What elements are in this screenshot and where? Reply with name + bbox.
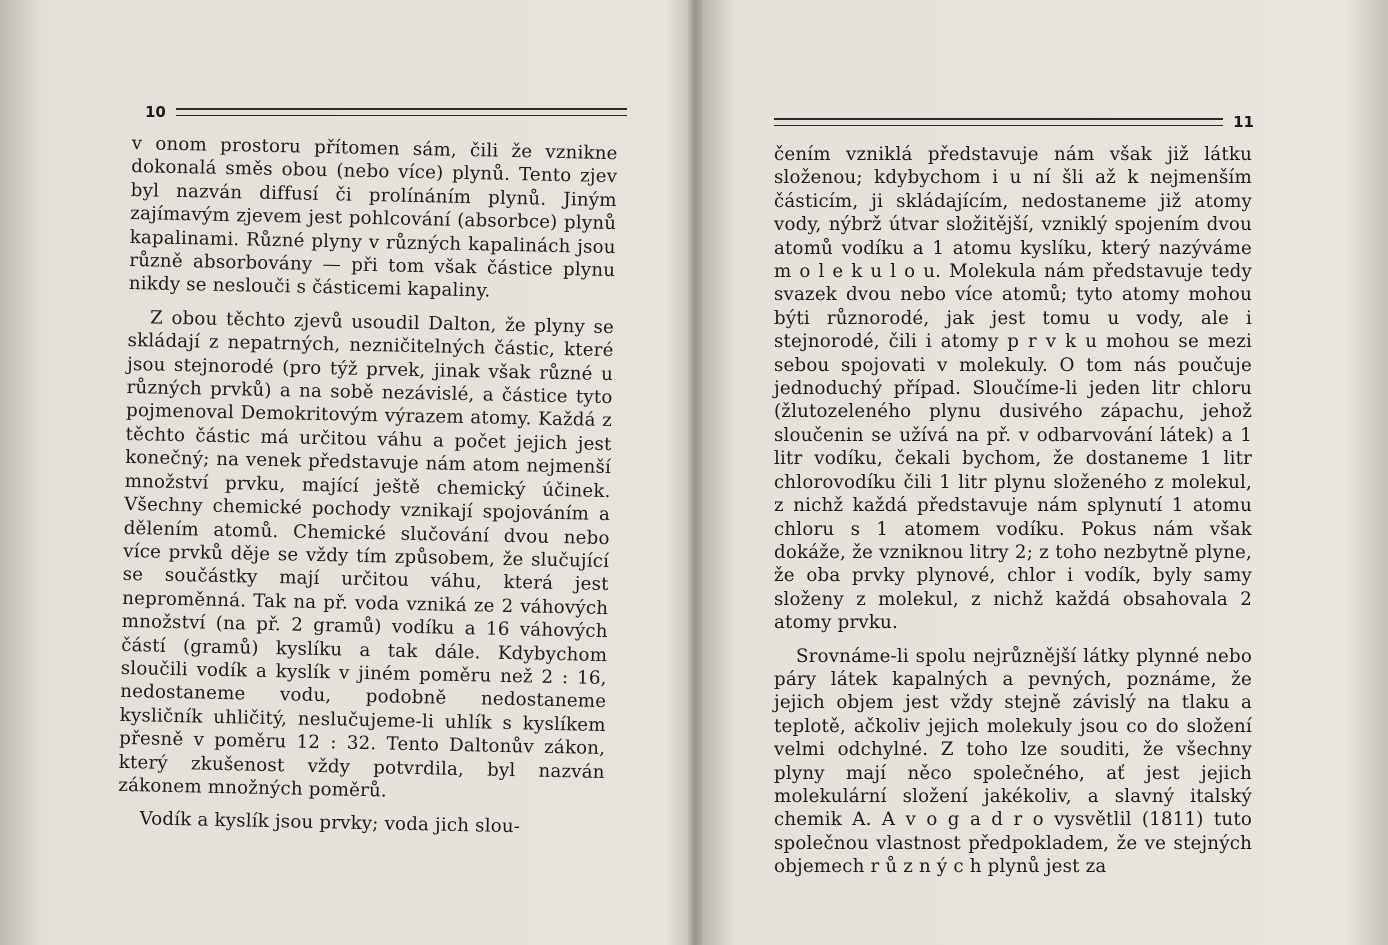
paragraph: čením vzniklá představuje nám však již látku složenou; kdybychom i u ní šli až k nejmenším částicím, ji skládajícím, nedostaneme již atomy vody, nýbrž útvar složitější, vzniklý spojením dvou atomů vodíku a 1 atomu kyslíku, který nazýváme m o l e k u l o u. Molekula nám představuje tedy svazek dvou nebo více atomů; tyto atomy mohou býti různorodé, jak jest tomu u vody, ale i stejnorodé, čili i atomy p r v k u mohou se mezi sebou spojovati v molekuly. O tom nás poučuje jednoduchý případ. Sloučíme-li jeden litr chloru (žlutozeleného plynu dusivého zápachu, jehož sloučenin se užívá na př. v odbarvování látek) a 1 litr vodíku, čekali bychom, že dostaneme 1 litr chlorovodíku čili 1 litr plynu složeného z molekul, z nichž každá představuje nám splynutí 1 atomu chloru s 1 atomem vodíku. Pokus nám však dokáže, že vzniknou litry 2; z toho nezbytně plyne, že oba prvky plynové, chlor i vodík, byly samy složeny z molekul, z nichž každá obsahovala 2 atomy prvku.	[774, 144, 1252, 634]
paragraph: v onom prostoru přítomen sám, čili že vznikne dokonalá směs obou (nebo více) plynů. Tento zjev byl nazván diffusí či prolínáním plynů. Jiným zajímavým zjevem jest pohlcování (absorbce) plynů kapalinami. Různé plyny v různých kapalinách jsou různě absorbovány — při tom však částice plynu nikdy se neslouči s částicemi kapaliny.	[128, 132, 618, 302]
left-page-text	[117, 132, 618, 841]
left-page-header	[145, 94, 627, 120]
right-page	[694, 0, 1388, 945]
header-rule-left	[176, 108, 627, 116]
page-number-left: 10	[145, 103, 166, 121]
page-number-right: 11	[1233, 113, 1254, 131]
paragraph: Z obou těchto zjevů usoudil Dalton, že plyny se skládají z nepatrných, nezničitelných částic, které jsou stejnorodé (pro týž prvek, jinak však různé u různých prvků) a na sobě nezávislé, a částice tyto pojmenoval Demokritovým výrazem atomy. Každá z těchto částic má určitou váhu a počet jejich jest konečný; na venek představuje nám atom nejmenší množství prvku, mající ještě chemický účinek. Všechny chemické pochody vznikají spojováním a dělením atomů. Chemické slučování dvou nebo více prvků děje se vždy tím způsobem, že slučující se součástky mají určitou váhu, která jest neproměnná. Tak na př. voda vzniká ze 2 váhových množství (na př. 2 gramů) vodíku a 16 váhových částí (gramů) kyslíku a tak dále. Kdybychom sloučili vodík a kyslík v jiném poměru než 2 : 16, nedostaneme vodu, podobně nedostaneme kysličník uhličitý, neslučujeme-li uhlík s kyslíkem přesně v poměru 12 : 32. Tento Daltonův zákon, který zkušenost vždy potvrdila, byl nazván zákonem množných poměrů.	[118, 307, 615, 802]
right-page-header	[774, 104, 1254, 130]
right-page-text	[774, 143, 1252, 879]
header-rule-right	[774, 118, 1223, 126]
paragraph: Vodík a kyslík jsou prvky; voda jich slou-	[139, 808, 521, 838]
paragraph: Srovnáme-li spolu nejrůznější látky plynné nebo páry látek kapalných a pevných, poznáme, že jejich objem jest vždy stejně závislý na tlaku a teplotě, ačkoliv jejich molekuly jsou co do složení velmi odchylné. Z toho lze souditi, že všechny plyny mají něco společného, ať jest jejich molekulární složení jakékoliv, a slavný italský chemik A. A v o g a d r o vysvětlil (1811) tuto společnou vlastnost předpokladem, že ve stejných objemech r ů z n ý c h plynů jest za	[774, 645, 1252, 878]
